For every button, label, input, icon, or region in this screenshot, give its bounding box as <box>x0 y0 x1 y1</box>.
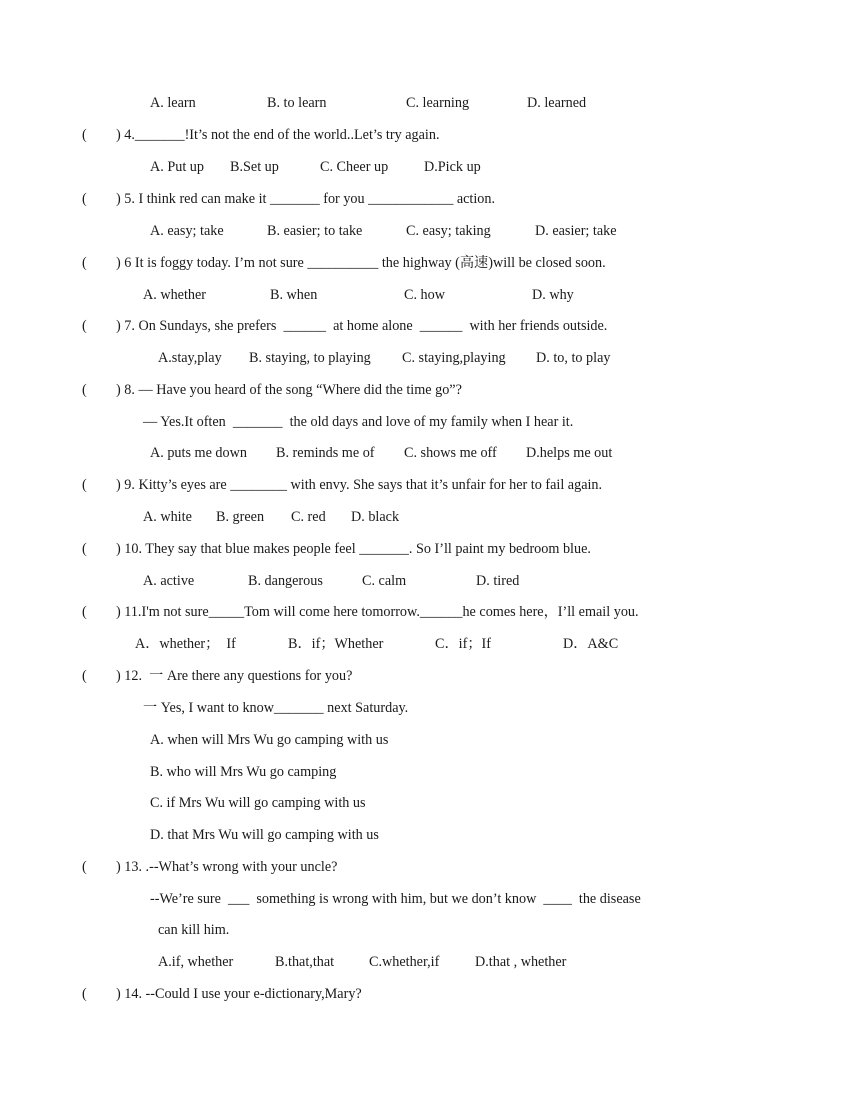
q7-option-a: A.stay,play <box>158 350 222 366</box>
q8-reply: — Yes.It often _______ the old days and love of my family when I hear it. <box>143 414 574 430</box>
q6-stem: ) 6 It is foggy today. I’m not sure __________ the highway (高速)will be closed soon. <box>116 255 606 271</box>
q6-option-b: B. when <box>270 287 318 303</box>
q7-option-c: C. staying,playing <box>402 350 506 366</box>
q8-answer-paren: ( <box>82 382 87 398</box>
q12-option-b: B. who will Mrs Wu go camping <box>150 764 337 780</box>
q6-option-c: C. how <box>404 287 445 303</box>
q7-stem: ) 7. On Sundays, she prefers ______ at home alone ______ with her friends outside. <box>116 318 608 334</box>
q6-answer-paren: ( <box>82 255 87 271</box>
q9-option-c: C. red <box>291 509 326 525</box>
q13-answer-paren: ( <box>82 859 87 875</box>
q10-option-d: D. tired <box>476 573 520 589</box>
q9-stem: ) 9. Kitty’s eyes are ________ with envy. She says that it’s unfair for her to fail again. <box>116 477 603 493</box>
q10-answer-paren: ( <box>82 541 87 557</box>
q11-option-a: A．whether； If <box>135 636 236 652</box>
q9-option-d: D. black <box>351 509 400 525</box>
q12-option-c: C. if Mrs Wu will go camping with us <box>150 795 366 811</box>
q13-stem: ) 13. .--What’s wrong with your uncle? <box>116 859 338 875</box>
q11-option-c: C．if；If <box>435 636 491 652</box>
q8-option-a: A. puts me down <box>150 445 247 461</box>
q10-option-b: B. dangerous <box>248 573 323 589</box>
q4-option-a: A. Put up <box>150 159 204 175</box>
q9-answer-paren: ( <box>82 477 87 493</box>
q13-reply-line-1: --We’re sure ___ something is wrong with him, but we don’t know ____ the disease <box>150 891 641 907</box>
q5-option-b: B. easier; to take <box>267 223 363 239</box>
q13-reply-line-2: can kill him. <box>158 922 230 938</box>
q11-answer-paren: ( <box>82 604 87 620</box>
q9-option-b: B. green <box>216 509 265 525</box>
q10-stem: ) 10. They say that blue makes people feel _______. So I’ll paint my bedroom blue. <box>116 541 591 557</box>
q8-option-d: D.helps me out <box>526 445 613 461</box>
q6-option-a: A. whether <box>143 287 207 303</box>
q5-option-c: C. easy; taking <box>406 223 491 239</box>
q12-option-d: D. that Mrs Wu will go camping with us <box>150 827 379 843</box>
q3-option-d: D. learned <box>527 95 587 111</box>
q3-option-a: A. learn <box>150 95 196 111</box>
q12-stem: ) 12. 一 Are there any questions for you? <box>116 668 353 684</box>
q12-answer-paren: ( <box>82 668 87 684</box>
q3-option-c: C. learning <box>406 95 470 111</box>
q4-stem: ) 4._______!It’s not the end of the world..Let’s try again. <box>116 127 440 143</box>
q11-stem: ) 11.I'm not sure_____Tom will come here tomorrow.______he comes here，I’ll email you. <box>116 604 639 620</box>
q13-option-b: B.that,that <box>275 954 335 970</box>
q4-option-b: B.Set up <box>230 159 279 175</box>
q5-answer-paren: ( <box>82 191 87 207</box>
q4-option-c: C. Cheer up <box>320 159 389 175</box>
q12-reply: 一 Yes, I want to know_______ next Saturday. <box>143 700 409 716</box>
q13-option-c: C.whether,if <box>369 954 440 970</box>
q10-option-a: A. active <box>143 573 195 589</box>
q7-option-b: B. staying, to playing <box>249 350 371 366</box>
q6-option-d: D. why <box>532 287 574 303</box>
q13-option-d: D.that , whether <box>475 954 567 970</box>
q5-stem: ) 5. I think red can make it _______ for you ____________ action. <box>116 191 496 207</box>
q14-answer-paren: ( <box>82 986 87 1002</box>
q11-option-d: D．A&C <box>563 636 619 652</box>
q14-stem: ) 14. --Could I use your e-dictionary,Mary? <box>116 986 362 1002</box>
q5-option-a: A. easy; take <box>150 223 224 239</box>
q12-option-a: A. when will Mrs Wu go camping with us <box>150 732 389 748</box>
q3-option-b: B. to learn <box>267 95 327 111</box>
q7-answer-paren: ( <box>82 318 87 334</box>
q11-option-b: B．if；Whether <box>288 636 384 652</box>
q10-option-c: C. calm <box>362 573 407 589</box>
q8-option-c: C. shows me off <box>404 445 497 461</box>
q4-option-d: D.Pick up <box>424 159 481 175</box>
q8-option-b: B. reminds me of <box>276 445 375 461</box>
q13-option-a: A.if, whether <box>158 954 234 970</box>
q4-answer-paren: ( <box>82 127 87 143</box>
q5-option-d: D. easier; take <box>535 223 617 239</box>
q8-stem: ) 8. — Have you heard of the song “Where did the time go”? <box>116 382 462 398</box>
q9-option-a: A. white <box>143 509 192 525</box>
q7-option-d: D. to, to play <box>536 350 611 366</box>
